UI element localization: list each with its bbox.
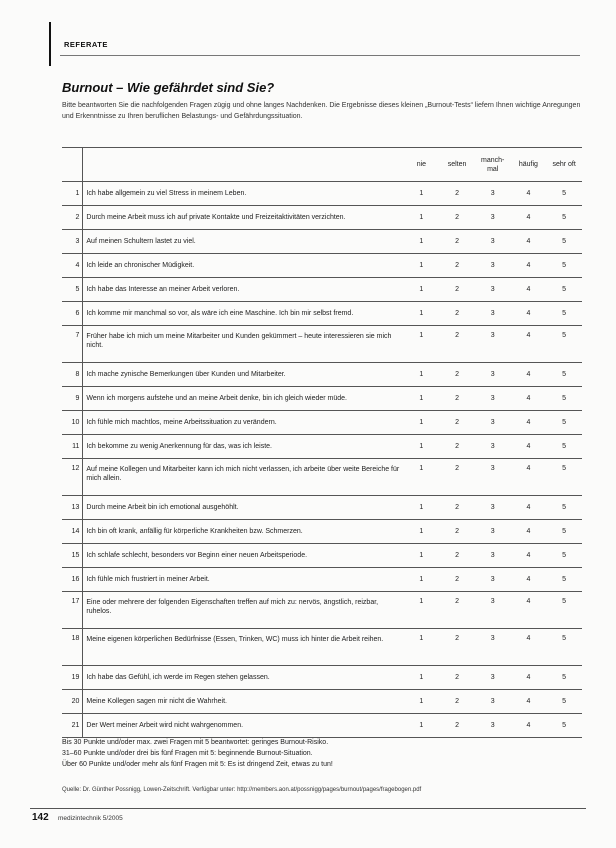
table-row (62, 302, 582, 326)
column-header-manchmal: manch- mal (475, 148, 511, 182)
scoring-results (62, 737, 333, 770)
item-statement: Meine Kollegen sagen mir nicht die Wahrheit. (83, 690, 404, 714)
score-option: 4 (511, 592, 547, 629)
score-option: 4 (511, 568, 547, 592)
score-option: 3 (475, 544, 511, 568)
score-option: 5 (546, 206, 582, 230)
score-option: 2 (439, 278, 475, 302)
score-option: 3 (475, 302, 511, 326)
item-number: 15 (62, 544, 83, 568)
table-row (62, 278, 582, 302)
score-option: 1 (404, 411, 440, 435)
score-option: 1 (404, 326, 440, 363)
score-option: 2 (439, 592, 475, 629)
score-option: 2 (439, 363, 475, 387)
score-option: 1 (404, 629, 440, 666)
score-option: 3 (475, 714, 511, 738)
item-statement: Ich mache zynische Bemerkungen über Kunden und Mitarbeiter. (83, 363, 404, 387)
score-option: 4 (511, 363, 547, 387)
score-option: 1 (404, 690, 440, 714)
item-number: 5 (62, 278, 83, 302)
score-option: 2 (439, 230, 475, 254)
score-option: 3 (475, 568, 511, 592)
item-number: 4 (62, 254, 83, 278)
score-option: 3 (475, 411, 511, 435)
item-number: 2 (62, 206, 83, 230)
item-statement: Ich habe allgemein zu viel Stress in meinem Leben. (83, 182, 404, 206)
score-option: 4 (511, 278, 547, 302)
score-option: 2 (439, 714, 475, 738)
score-option: 1 (404, 278, 440, 302)
column-header-nie: nie (404, 148, 440, 182)
item-statement: Wenn ich morgens aufstehe und an meine Arbeit denke, bin ich gleich wieder müde. (83, 387, 404, 411)
score-option: 2 (439, 568, 475, 592)
burnout-questionnaire-table (62, 147, 582, 738)
score-option: 2 (439, 690, 475, 714)
item-statement: Ich schlafe schlecht, besonders vor Beginn einer neuen Arbeitsperiode. (83, 544, 404, 568)
item-number: 7 (62, 326, 83, 363)
score-option: 1 (404, 435, 440, 459)
item-number: 12 (62, 459, 83, 496)
score-option: 5 (546, 666, 582, 690)
score-option: 2 (439, 520, 475, 544)
item-number: 19 (62, 666, 83, 690)
score-option: 3 (475, 254, 511, 278)
score-option: 4 (511, 496, 547, 520)
score-option: 2 (439, 326, 475, 363)
score-option: 1 (404, 568, 440, 592)
table-row (62, 230, 582, 254)
item-statement: Ich fühle mich machtlos, meine Arbeitssituation zu verändern. (83, 411, 404, 435)
column-header-haeufig: häufig (511, 148, 547, 182)
score-option: 3 (475, 520, 511, 544)
item-statement: Ich habe das Interesse an meiner Arbeit verloren. (83, 278, 404, 302)
table-row (62, 690, 582, 714)
score-option: 4 (511, 714, 547, 738)
table-row (62, 206, 582, 230)
score-option: 2 (439, 629, 475, 666)
score-option: 5 (546, 544, 582, 568)
item-number: 6 (62, 302, 83, 326)
result-low-risk: Bis 30 Punkte und/oder max. zwei Fragen mit 5 beantwortet: geringes Burnout-Risiko. (62, 739, 329, 746)
header-number-cell (62, 148, 83, 182)
score-option: 1 (404, 459, 440, 496)
table-row (62, 435, 582, 459)
score-option: 5 (546, 568, 582, 592)
score-option: 3 (475, 435, 511, 459)
item-statement: Ich bin oft krank, anfällig für körperliche Krankheiten bzw. Schmerzen. (83, 520, 404, 544)
score-option: 1 (404, 363, 440, 387)
score-option: 4 (511, 629, 547, 666)
score-option: 5 (546, 254, 582, 278)
item-number: 11 (62, 435, 83, 459)
score-option: 4 (511, 544, 547, 568)
article-title: Burnout – Wie gefährdet sind Sie? (62, 80, 275, 95)
score-option: 1 (404, 387, 440, 411)
score-option: 2 (439, 435, 475, 459)
score-option: 2 (439, 666, 475, 690)
score-option: 1 (404, 592, 440, 629)
item-statement: Auf meinen Schultern lastet zu viel. (83, 230, 404, 254)
score-option: 2 (439, 411, 475, 435)
table-row (62, 459, 582, 496)
table-row (62, 326, 582, 363)
table-row (62, 592, 582, 629)
score-option: 4 (511, 411, 547, 435)
score-option: 3 (475, 278, 511, 302)
item-statement: Auf meine Kollegen und Mitarbeiter kann ich mich nicht verlassen, ich arbeite über weite Bereiche für mich allein. (83, 459, 404, 496)
score-option: 3 (475, 666, 511, 690)
score-option: 5 (546, 459, 582, 496)
table-row (62, 666, 582, 690)
score-option: 4 (511, 690, 547, 714)
score-option: 4 (511, 182, 547, 206)
score-option: 5 (546, 520, 582, 544)
score-option: 5 (546, 496, 582, 520)
table-row (62, 629, 582, 666)
table-row (62, 714, 582, 738)
score-option: 4 (511, 459, 547, 496)
page-number: 142 (32, 812, 49, 823)
item-number: 14 (62, 520, 83, 544)
score-option: 5 (546, 387, 582, 411)
column-header-selten: selten (439, 148, 475, 182)
table-header-row (62, 148, 582, 182)
article-intro: Bitte beantworten Sie die nachfolgenden Fragen zügig und ohne langes Nachdenken. Die Ergebnisse dieses kleinen „Burnout-Tests“ liefern Ihnen wichtige Anregungen und Erkenntnisse zu Ihren beruflichen Belastungs- und Gefährdungssituation. (62, 102, 581, 120)
score-option: 5 (546, 363, 582, 387)
score-option: 5 (546, 230, 582, 254)
result-high-risk: Über 60 Punkte und/oder mehr als fünf Fragen mit 5: Es ist dringend Zeit, etwas zu tun! (62, 761, 333, 768)
score-option: 3 (475, 496, 511, 520)
score-option: 3 (475, 690, 511, 714)
table-row (62, 182, 582, 206)
item-statement: Durch meine Arbeit bin ich emotional ausgehöhlt. (83, 496, 404, 520)
item-number: 8 (62, 363, 83, 387)
score-option: 5 (546, 411, 582, 435)
score-option: 1 (404, 230, 440, 254)
score-option: 1 (404, 182, 440, 206)
item-statement: Früher habe ich mich um meine Mitarbeiter und Kunden gekümmert – heute interessieren sie mich nicht. (83, 326, 404, 363)
score-option: 3 (475, 387, 511, 411)
score-option: 4 (511, 206, 547, 230)
score-option: 4 (511, 666, 547, 690)
item-number: 9 (62, 387, 83, 411)
score-option: 5 (546, 629, 582, 666)
score-option: 1 (404, 254, 440, 278)
table-row (62, 363, 582, 387)
score-option: 1 (404, 666, 440, 690)
score-option: 2 (439, 387, 475, 411)
result-beginning-burnout: 31–60 Punkte und/oder drei bis fünf Fragen mit 5: beginnende Burnout-Situation. (62, 750, 313, 757)
table-row (62, 496, 582, 520)
section-marker-rule (49, 22, 51, 66)
item-number: 21 (62, 714, 83, 738)
score-option: 3 (475, 629, 511, 666)
item-number: 16 (62, 568, 83, 592)
item-statement: Der Wert meiner Arbeit wird nicht wahrgenommen. (83, 714, 404, 738)
score-option: 2 (439, 182, 475, 206)
score-option: 5 (546, 690, 582, 714)
item-statement: Ich komme mir manchmal so vor, als wäre ich eine Maschine. Ich bin mir selbst fremd. (83, 302, 404, 326)
score-option: 4 (511, 520, 547, 544)
score-option: 1 (404, 520, 440, 544)
item-number: 10 (62, 411, 83, 435)
score-option: 3 (475, 230, 511, 254)
score-option: 4 (511, 254, 547, 278)
score-option: 3 (475, 459, 511, 496)
score-option: 5 (546, 278, 582, 302)
score-option: 4 (511, 387, 547, 411)
magazine-name: medizintechnik 5/2005 (58, 815, 123, 822)
item-number: 17 (62, 592, 83, 629)
item-statement: Durch meine Arbeit muss ich auf private Kontakte und Freizeitaktivitäten verzichten. (83, 206, 404, 230)
source-citation: Quelle: Dr. Günther Possnigg, Lowen-Zeitschrift. Verfügbar unter: http://members.aon.at/possnigg/pages/burnout/pages/fragebogen.pdf (62, 787, 422, 793)
score-option: 2 (439, 254, 475, 278)
score-option: 1 (404, 496, 440, 520)
item-number: 3 (62, 230, 83, 254)
score-option: 5 (546, 182, 582, 206)
table-row (62, 254, 582, 278)
item-number: 1 (62, 182, 83, 206)
header-divider (60, 55, 580, 56)
item-statement: Meine eigenen körperlichen Bedürfnisse (Essen, Trinken, WC) muss ich hinter die Arbeit reihen. (83, 629, 404, 666)
item-statement: Ich habe das Gefühl, ich werde im Regen stehen gelassen. (83, 666, 404, 690)
score-option: 2 (439, 544, 475, 568)
score-option: 4 (511, 435, 547, 459)
item-statement: Ich fühle mich frustriert in meiner Arbeit. (83, 568, 404, 592)
item-number: 18 (62, 629, 83, 666)
score-option: 1 (404, 206, 440, 230)
score-option: 3 (475, 326, 511, 363)
table-row (62, 411, 582, 435)
table-row (62, 520, 582, 544)
item-number: 13 (62, 496, 83, 520)
score-option: 3 (475, 592, 511, 629)
header-statement-cell (83, 148, 404, 182)
table-row (62, 568, 582, 592)
score-option: 5 (546, 326, 582, 363)
score-option: 1 (404, 544, 440, 568)
footer-divider (30, 808, 586, 809)
score-option: 4 (511, 326, 547, 363)
score-option: 5 (546, 714, 582, 738)
table-row (62, 544, 582, 568)
score-option: 2 (439, 459, 475, 496)
score-option: 2 (439, 496, 475, 520)
score-option: 5 (546, 435, 582, 459)
score-option: 2 (439, 206, 475, 230)
questionnaire-body (62, 182, 582, 738)
score-option: 3 (475, 363, 511, 387)
score-option: 2 (439, 302, 475, 326)
item-statement: Eine oder mehrere der folgenden Eigenschaften treffen auf mich zu: nervös, ängstlich, reizbar, ruhelos. (83, 592, 404, 629)
score-option: 1 (404, 302, 440, 326)
column-header-sehr-oft: sehr oft (546, 148, 582, 182)
score-option: 3 (475, 206, 511, 230)
item-number: 20 (62, 690, 83, 714)
score-option: 3 (475, 182, 511, 206)
item-statement: Ich bekomme zu wenig Anerkennung für das, was ich leiste. (83, 435, 404, 459)
score-option: 5 (546, 302, 582, 326)
item-statement: Ich leide an chronischer Müdigkeit. (83, 254, 404, 278)
score-option: 5 (546, 592, 582, 629)
score-option: 1 (404, 714, 440, 738)
score-option: 4 (511, 230, 547, 254)
section-label: REFERATE (64, 40, 108, 49)
score-option: 4 (511, 302, 547, 326)
table-row (62, 387, 582, 411)
